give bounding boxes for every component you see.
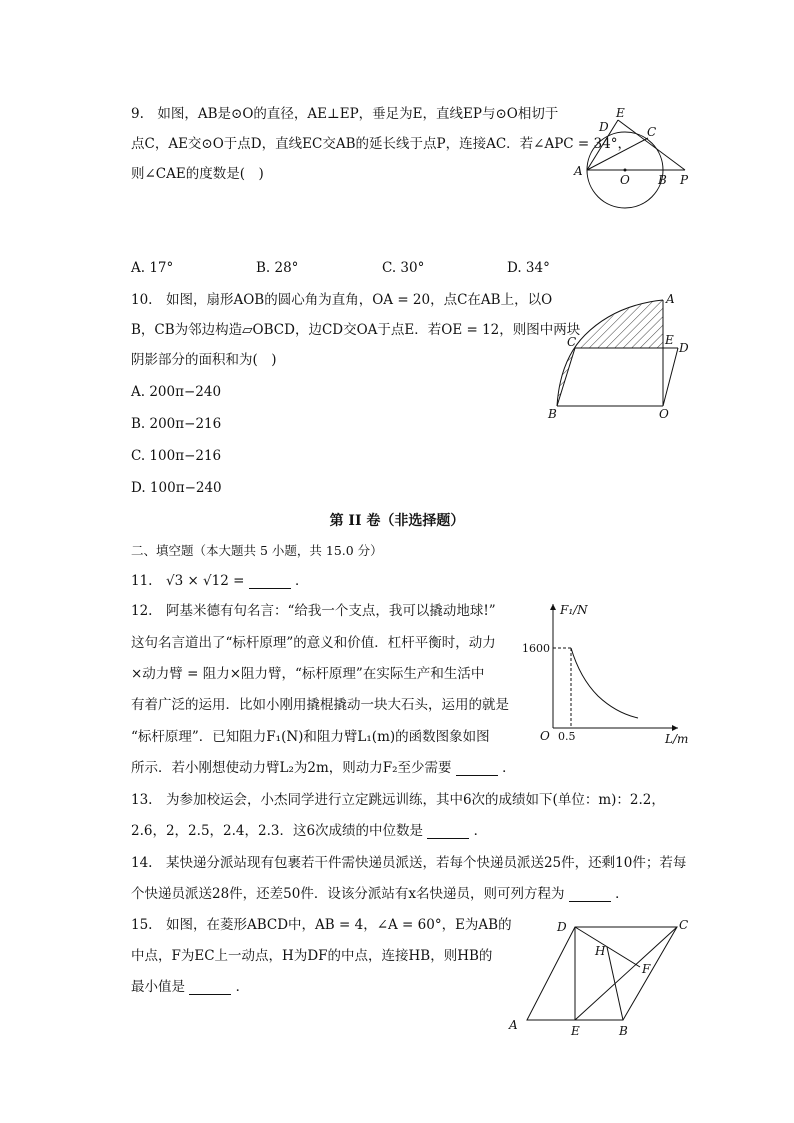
q12-xtick: 0.5 <box>558 730 576 743</box>
q12-answer-blank[interactable] <box>456 761 498 776</box>
q14-line-1: 14. 某快递分派站现有包裹若干件需快递员派送，若每个快递员派送25件，还剩10件；若每 <box>131 855 687 871</box>
q12-line-2: 这句名言道出了“标杆原理”的意义和价值．杠杆平衡时，动力 <box>131 635 496 651</box>
q9-label-b: B <box>658 173 667 187</box>
q11-answer-blank[interactable] <box>249 574 291 589</box>
q12-xlabel: L/m <box>665 732 689 746</box>
section-title: 第 II 卷（非选择题） <box>329 513 465 529</box>
q15-label-b: B <box>619 1024 628 1038</box>
q15-tail: ． <box>235 979 250 995</box>
q12-line-1: 12. 阿基米德有句名言：“给我一个支点，我可以撬动地球!” <box>131 603 496 619</box>
q15-label-e: E <box>571 1024 580 1038</box>
q9-line-2: 点C，AE交⊙O于点D，直线EC交AB的延长线于点P，连接AC．若∠APC = 34°， <box>131 136 631 152</box>
q10-option-b: B. 200π−216 <box>131 416 222 432</box>
q15-label-d: D <box>557 920 567 934</box>
q9-line-3: 则∠CAE的度数是( ) <box>131 166 264 182</box>
q15-line-1: 15. 如图，在菱形ABCD中，AB = 4，∠A = 60°，E为AB的 <box>131 917 512 933</box>
q10-line-2: B，CB为邻边构造▱OBCD，边CD交OA于点E．若OE = 12，则图中两块 <box>131 322 581 338</box>
q12-line-4: 有着广泛的运用．比如小刚用撬棍撬动一块大石头，运用的就是 <box>131 697 509 713</box>
q15-label-a: A <box>509 1018 518 1032</box>
q10-label-e: E <box>665 333 674 347</box>
q12-line-5: “标杆原理”．已知阻力F₁(N)和阻力臂L₁(m)的函数图象如图 <box>131 729 490 745</box>
q9-label-e: E <box>616 106 625 120</box>
q14-answer-blank[interactable] <box>569 887 611 902</box>
q14-line-2-text: 个快递员派送28件，还差50件．设该分派站有x名快递员，则可列方程为 <box>131 886 565 902</box>
q10-figure <box>545 290 705 425</box>
q11 <box>131 571 309 591</box>
q9-label-d: D <box>599 120 609 134</box>
section-heading: 二、填空题（本大题共 5 小题，共 15.0 分） <box>131 543 383 558</box>
q11-tail: ． <box>295 573 309 589</box>
q14-line-2 <box>131 884 629 904</box>
q9-label-p: P <box>680 173 689 187</box>
q10-label-b: B <box>548 407 557 421</box>
q10-label-o: O <box>659 407 669 421</box>
q12-origin: O <box>540 729 550 743</box>
q12-graph <box>522 598 698 748</box>
q9-label-a: A <box>574 164 583 178</box>
q15-answer-blank[interactable] <box>189 980 231 995</box>
q10-line-3: 阴影部分的面积和为( ) <box>131 352 277 368</box>
q9-line-1: 9. 如图，AB是⊙O的直径，AE⊥EP，垂足为E，直线EP与⊙O相切于 <box>131 106 559 122</box>
q13-line-2-text: 2.6，2，2.5，2.4，2.3．这6次成绩的中位数是 <box>131 823 424 839</box>
q10-label-a: A <box>666 292 675 306</box>
q13-line-2 <box>131 821 487 841</box>
q15-line-3 <box>131 977 249 997</box>
q12-line-6-text: 所示．若小刚想使动力臂L₂为2m，则动力F₂至少需要 <box>131 760 452 776</box>
q11-text: 11. √3 × √12 = <box>131 573 245 589</box>
q9-option-b: B. 28° <box>256 260 299 276</box>
q15-label-f: F <box>642 962 651 976</box>
q15-figure <box>505 915 700 1040</box>
q9-option-a: A. 17° <box>131 260 174 276</box>
q15-label-c: C <box>679 918 689 932</box>
q12-ytick: 1600 <box>522 642 550 655</box>
q14-tail: ． <box>615 886 629 902</box>
q10-option-d: D. 100π−240 <box>131 480 222 496</box>
q15-line-2: 中点，F为EC上一动点，H为DF的中点，连接HB，则HB的 <box>131 948 493 964</box>
q12-line-3: ×动力臂 = 阻力×阻力臂，“标杆原理”在实际生产和生活中 <box>131 666 485 682</box>
q12-line-6 <box>131 758 516 778</box>
q12-tail: ． <box>502 760 516 776</box>
q10-option-a: A. 200π−240 <box>131 384 222 400</box>
q10-line-1: 10. 如图，扇形AOB的圆心角为直角，OA = 20，点C在AB上，以O <box>131 292 553 308</box>
q15-label-h: H <box>595 944 606 958</box>
q12-ylabel: F₁/N <box>560 603 588 617</box>
q13-answer-blank[interactable] <box>427 824 469 839</box>
q10-label-d: D <box>679 341 689 355</box>
q13-line-1: 13. 为参加校运会，小杰同学进行立定跳远训练，其中6次的成绩如下(单位：m)：2.2， <box>131 792 665 808</box>
q13-tail: ． <box>473 823 488 839</box>
q9-option-c: C. 30° <box>382 260 425 276</box>
q9-figure <box>570 100 700 210</box>
q9-label-o: O <box>620 173 630 187</box>
q10-label-c: C <box>567 335 577 349</box>
q10-option-c: C. 100π−216 <box>131 448 222 464</box>
q9-option-d: D. 34° <box>507 260 550 276</box>
q9-label-c: C <box>647 125 657 139</box>
q15-line-3-text: 最小值是 <box>131 979 185 995</box>
